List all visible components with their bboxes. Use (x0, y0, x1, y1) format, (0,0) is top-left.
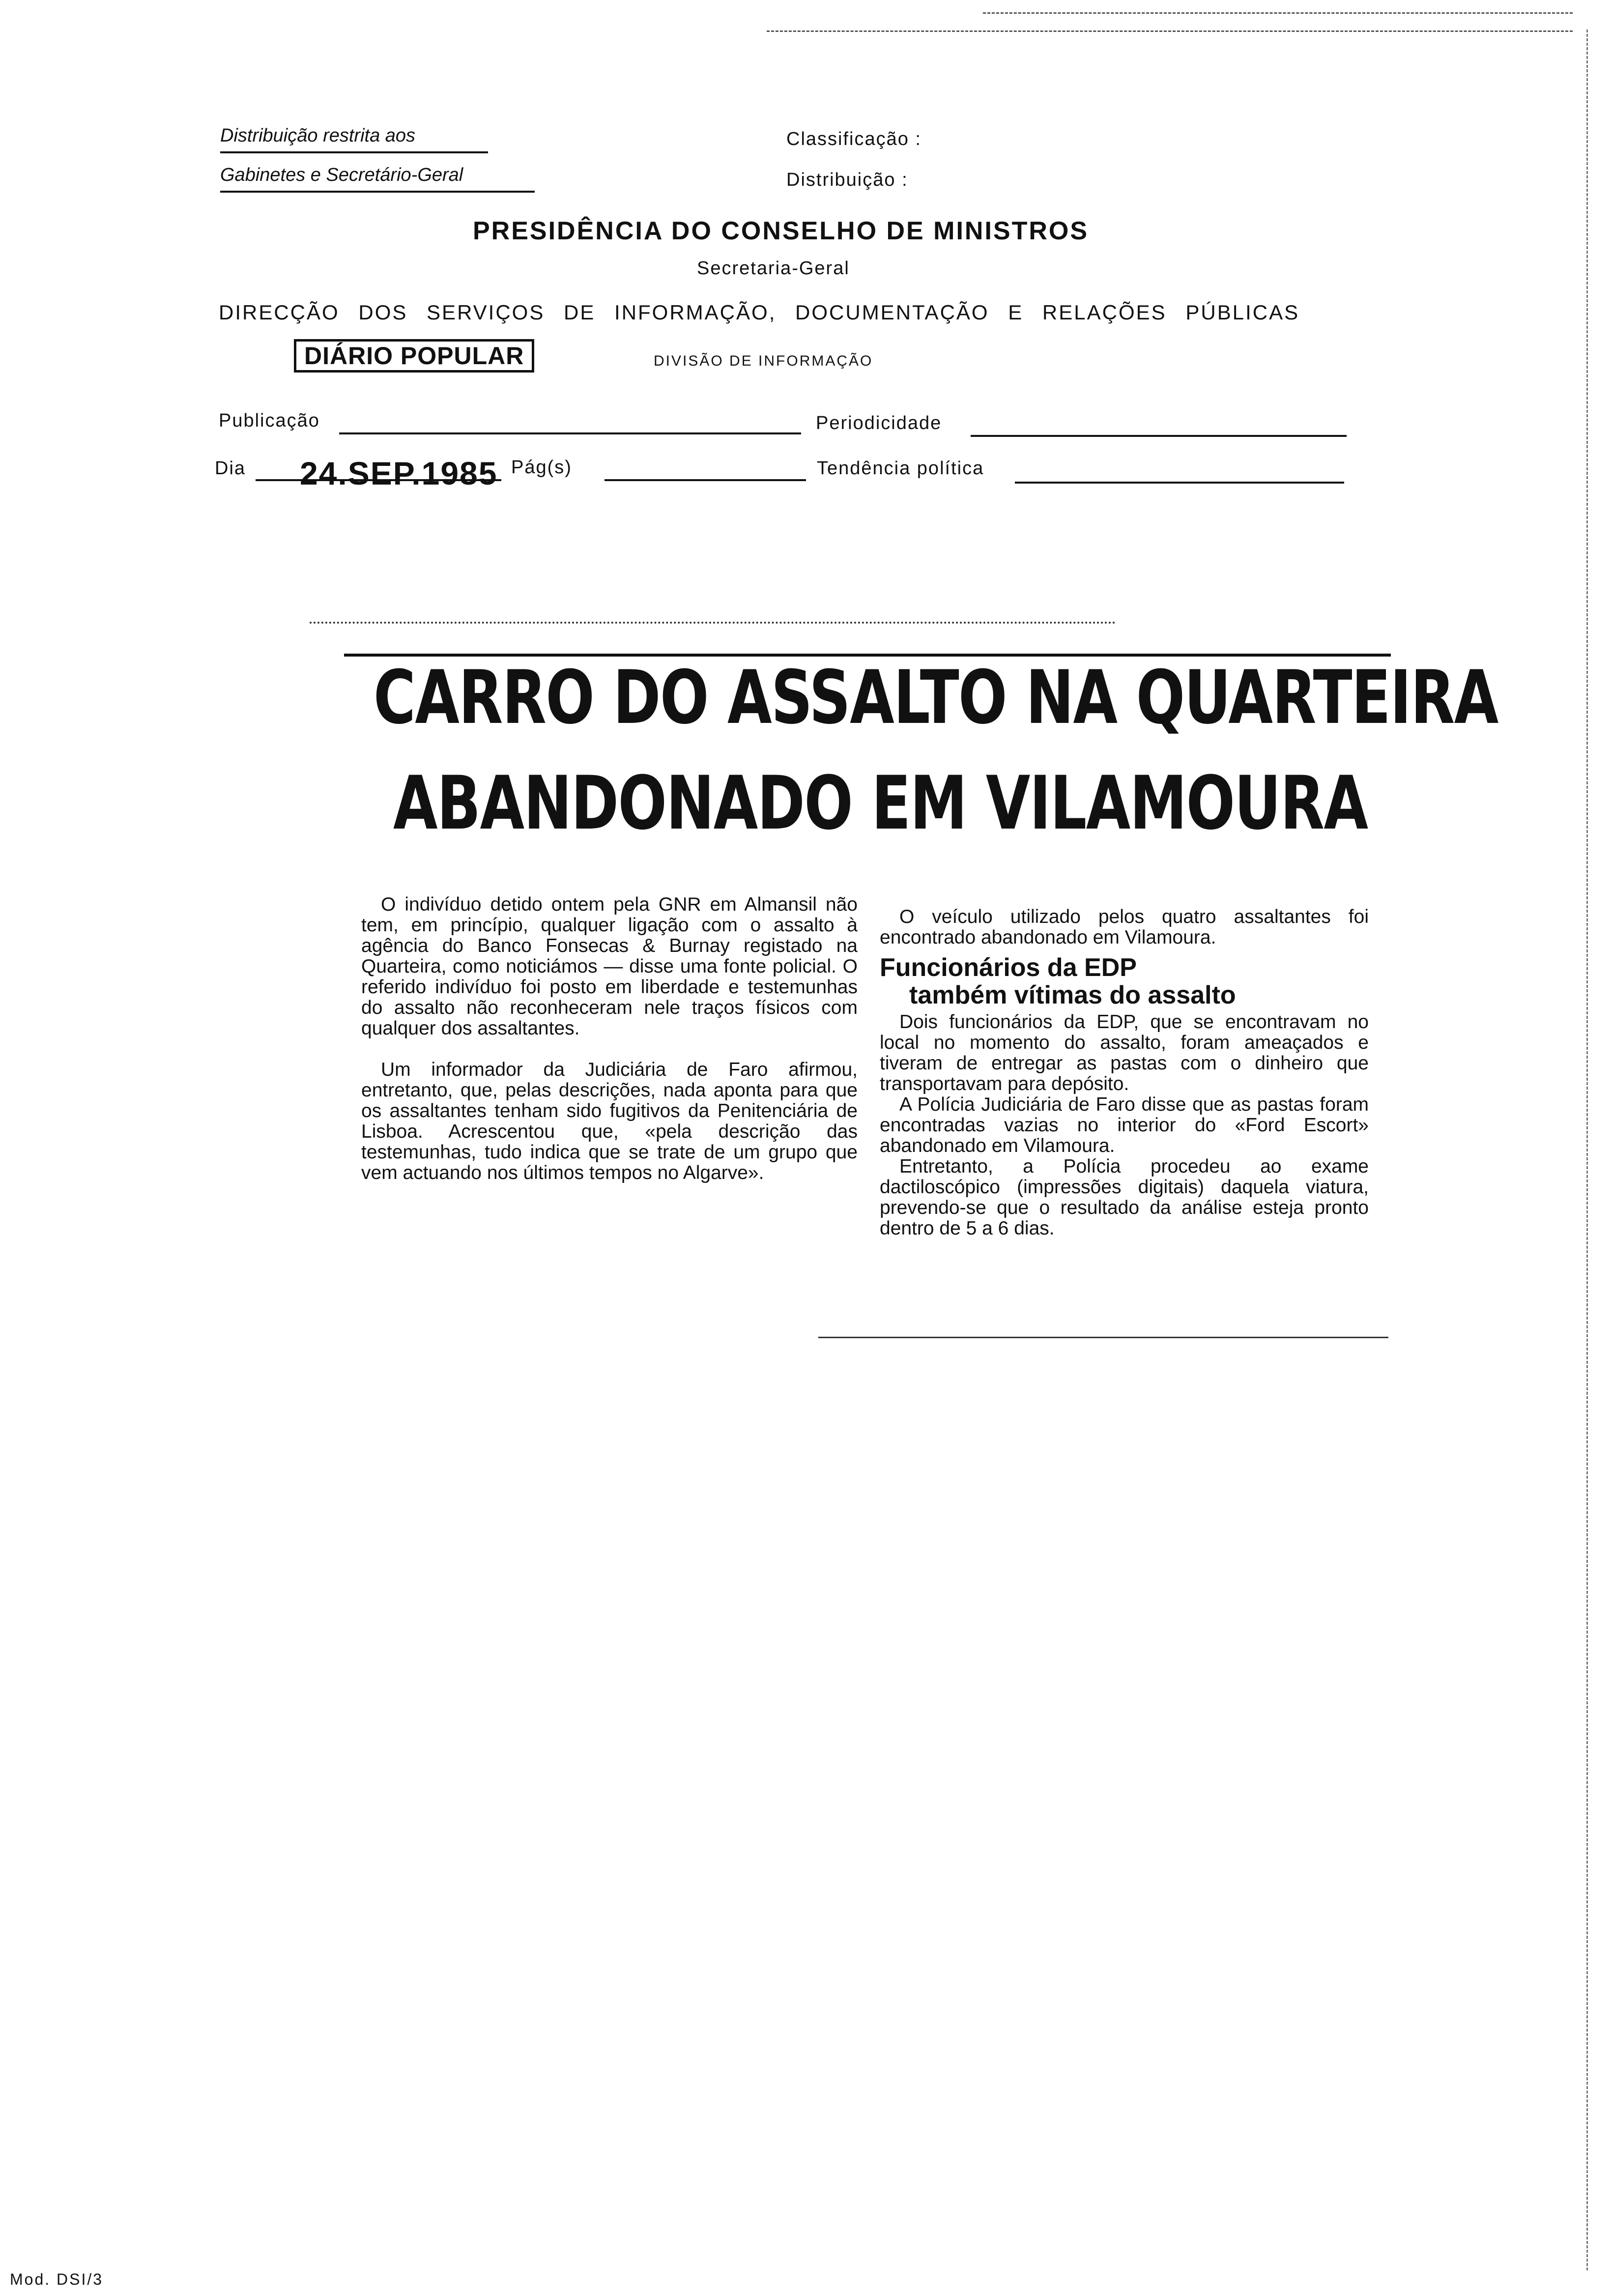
article-paragraph: Um informador da Judiciária de Faro afirmou, entretanto, que, pelas descrições, nada aponta para que os assaltantes tenham sido fugitivos da Penitenciária de Lisboa. Acrescentou que, «pela descrição das testemunhas, tudo indica que se trate de um grupo que vem actuando nos últimos tempos no Algarve». (361, 1059, 858, 1183)
form-code: Mod. DSI/3 (10, 2270, 104, 2288)
tendencia-label: Tendência política (817, 458, 984, 479)
scan-edge (1586, 29, 1588, 2270)
article-paragraph: Dois funcionários da EDP, que se encontravam no local no momento do assalto, foram ameaçados e tiveram de entregar as pastas com o dinheiro que transportavam para depósito. (880, 1011, 1369, 1094)
article-left-column (361, 894, 858, 1183)
publicacao-label: Publicação (219, 410, 320, 431)
headline-line-1: CARRO DO ASSALTO NA QUARTEIRA (374, 655, 1498, 741)
article-paragraph: O veículo utilizado pelos quatro assaltantes foi encontrado abandonado em Vilamoura. (880, 906, 1369, 948)
distribuicao-label: Distribuição : (786, 170, 908, 190)
subheading (880, 954, 1369, 1009)
headline-line-2: ABANDONADO EM VILAMOURA (393, 761, 1368, 846)
article-right-column (880, 907, 1369, 1239)
org-subtitle: Secretaria-Geral (697, 258, 850, 279)
division-label: DIVISÃO DE INFORMAÇÃO (654, 353, 873, 369)
publicacao-field[interactable] (339, 432, 801, 434)
tendencia-field[interactable] (1015, 482, 1344, 484)
periodicidade-label: Periodicidade (816, 413, 942, 433)
pags-field[interactable] (604, 479, 806, 481)
article-paragraph: Entretanto, a Polícia procedeu ao exame dactiloscópico (impressões digitais) daquela viatura, prevendo-se que o resultado da análise esteja pronto dentro de 5 a 6 dias. (880, 1156, 1369, 1239)
underline (220, 191, 535, 193)
classificacao-label: Classificação : (786, 129, 921, 149)
newspaper-stamp: DIÁRIO POPULAR (294, 339, 534, 373)
dia-label: Dia (215, 458, 246, 479)
org-title: PRESIDÊNCIA DO CONSELHO DE MINISTROS (473, 217, 1089, 245)
scan-artifact-line (767, 30, 1573, 32)
underline (220, 151, 488, 153)
article-end-rule (818, 1337, 1388, 1338)
scan-artifact-line (983, 12, 1573, 14)
subheading-line-1: Funcionários da EDP (880, 953, 1137, 982)
date-stamp: 24.SEP.1985 (300, 455, 498, 491)
restricted-line-1: Distribuição restrita aos (220, 125, 416, 146)
directorate-line: DIRECÇÃO DOS SERVIÇOS DE INFORMAÇÃO, DOCUMENTAÇÃO E RELAÇÕES PÚBLICAS (219, 301, 1300, 324)
pags-label: Pág(s) (511, 457, 572, 478)
periodicidade-field[interactable] (971, 435, 1347, 437)
article-paragraph: O indivíduo detido ontem pela GNR em Almansil não tem, em princípio, qualquer ligação com o assalto à agência do Banco Fonsecas & Burnay registado na Quarteira, como noticiámos — disse uma fonte policial. O referido indivíduo foi posto em liberdade e testemunhas do assalto não reconheceram nele traços físicos com qualquer dos assaltantes. (361, 894, 858, 1039)
article-paragraph: A Polícia Judiciária de Faro disse que as pastas foram encontradas vazias no interior do «Ford Escort» abandonado em Vilamoura. (880, 1094, 1369, 1156)
subheading-line-2: também vítimas do assalto (909, 981, 1236, 1009)
clipping-edge (310, 622, 1116, 624)
restricted-line-2: Gabinetes e Secretário-Geral (220, 165, 463, 185)
